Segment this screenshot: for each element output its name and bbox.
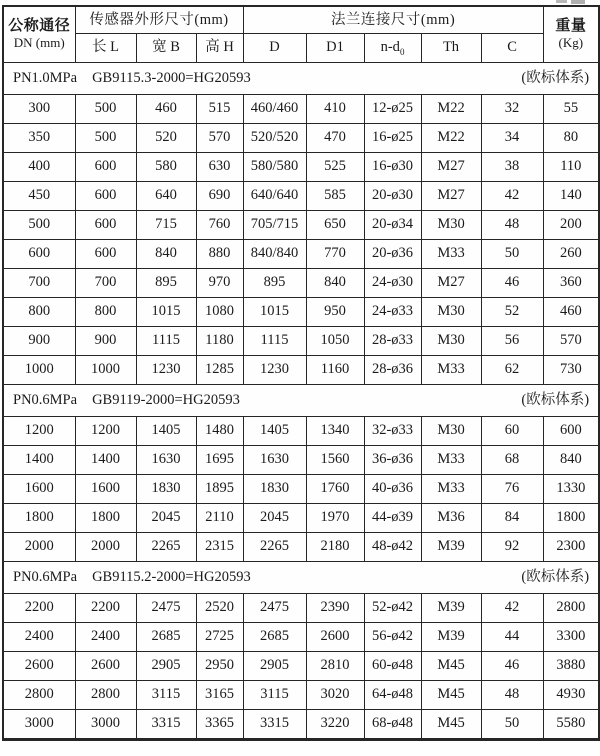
- cell-weight: 600: [543, 416, 599, 445]
- cell-n-d0: 56-ø42: [364, 622, 421, 651]
- cell-length-l: 2400: [75, 622, 136, 651]
- cell-d1: 2390: [306, 593, 364, 622]
- cell-d: 840/840: [243, 239, 306, 268]
- section-row: [3, 62, 599, 94]
- cell-weight: 110: [543, 152, 599, 181]
- cell-dn: 800: [3, 297, 75, 326]
- cell-weight: 4930: [543, 680, 599, 709]
- cell-weight: 3300: [543, 622, 599, 651]
- cell-d1: 1340: [306, 416, 364, 445]
- spec-row: [3, 593, 599, 622]
- cell-c: 32: [481, 94, 543, 123]
- cell-weight: 360: [543, 268, 599, 297]
- cell-c: 46: [481, 268, 543, 297]
- spec-row: [3, 239, 599, 268]
- cell-height-h: 515: [196, 94, 243, 123]
- table-body: [3, 62, 599, 739]
- cell-height-h: 1080: [196, 297, 243, 326]
- cell-d1: 3220: [306, 709, 364, 739]
- spec-row: [3, 181, 599, 210]
- spec-row: [3, 123, 599, 152]
- cell-d: 1230: [243, 355, 306, 384]
- header-height-h: 高 H: [196, 33, 243, 62]
- section-note: (欧标体系): [521, 69, 590, 86]
- cell-length-l: 600: [75, 210, 136, 239]
- cell-dn: 3000: [3, 709, 75, 739]
- cell-weight: 140: [543, 181, 599, 210]
- cell-weight: 55: [543, 94, 599, 123]
- cell-c: 60: [481, 416, 543, 445]
- spec-row: [3, 651, 599, 680]
- cell-d1: 1160: [306, 355, 364, 384]
- cell-n-d0: 40-ø36: [364, 474, 421, 503]
- section-pressure-rating: PN0.6MPa: [13, 568, 78, 585]
- cell-th: M36: [421, 503, 481, 532]
- cell-dn: 2000: [3, 532, 75, 561]
- spec-row: [3, 152, 599, 181]
- cell-weight: 80: [543, 123, 599, 152]
- cell-c: 84: [481, 503, 543, 532]
- cell-th: M30: [421, 416, 481, 445]
- cell-n-d0: 36-ø36: [364, 445, 421, 474]
- cell-c: 50: [481, 709, 543, 739]
- nominal-diameter-unit: DN (mm): [13, 35, 65, 51]
- cell-width-b: 2265: [136, 532, 196, 561]
- cell-d1: 1970: [306, 503, 364, 532]
- header-d1: D1: [306, 33, 364, 62]
- cell-height-h: 3365: [196, 709, 243, 739]
- cell-d1: 950: [306, 297, 364, 326]
- cell-length-l: 1000: [75, 355, 136, 384]
- section-standard: GB9119-2000=HG20593: [92, 391, 240, 408]
- cell-dn: 2400: [3, 622, 75, 651]
- cell-dn: 1200: [3, 416, 75, 445]
- cell-d: 1630: [243, 445, 306, 474]
- cell-n-d0: 52-ø42: [364, 593, 421, 622]
- cell-n-d0: 20-ø30: [364, 181, 421, 210]
- cell-dn: 400: [3, 152, 75, 181]
- cell-d1: 2810: [306, 651, 364, 680]
- spec-row: [3, 297, 599, 326]
- cell-height-h: 630: [196, 152, 243, 181]
- spec-row: [3, 503, 599, 532]
- section-pressure-rating: PN1.0MPa: [13, 69, 78, 86]
- cell-weight: 3880: [543, 651, 599, 680]
- table-header: [3, 6, 599, 62]
- spec-row: [3, 474, 599, 503]
- cell-weight: 1330: [543, 474, 599, 503]
- cell-d1: 2180: [306, 532, 364, 561]
- cell-width-b: 3315: [136, 709, 196, 739]
- spec-row: [3, 709, 599, 739]
- cell-d: 2475: [243, 593, 306, 622]
- cell-d1: 840: [306, 268, 364, 297]
- section-line: [4, 569, 598, 585]
- cell-dn: 2600: [3, 651, 75, 680]
- cell-d1: 1760: [306, 474, 364, 503]
- cell-d: 460/460: [243, 94, 306, 123]
- section-line: [4, 392, 598, 408]
- cell-c: 42: [481, 181, 543, 210]
- cell-dn: 600: [3, 239, 75, 268]
- cell-height-h: 1180: [196, 326, 243, 355]
- cell-d1: 3020: [306, 680, 364, 709]
- cell-th: M39: [421, 532, 481, 561]
- cell-n-d0: 28-ø36: [364, 355, 421, 384]
- spec-row: [3, 680, 599, 709]
- cell-height-h: 2315: [196, 532, 243, 561]
- header-d: D: [243, 33, 306, 62]
- cell-dn: 1000: [3, 355, 75, 384]
- cell-d1: 2600: [306, 622, 364, 651]
- cell-weight: 840: [543, 445, 599, 474]
- cell-th: M33: [421, 355, 481, 384]
- cell-c: 56: [481, 326, 543, 355]
- cell-length-l: 800: [75, 297, 136, 326]
- cell-height-h: 3165: [196, 680, 243, 709]
- cell-height-h: 690: [196, 181, 243, 210]
- cell-c: 48: [481, 680, 543, 709]
- cell-c: 62: [481, 355, 543, 384]
- cell-width-b: 2045: [136, 503, 196, 532]
- cell-d: 640/640: [243, 181, 306, 210]
- cell-th: M33: [421, 474, 481, 503]
- cell-n-d0: 44-ø39: [364, 503, 421, 532]
- section-cell: [3, 561, 599, 593]
- section-cell: [3, 384, 599, 416]
- cell-height-h: 2950: [196, 651, 243, 680]
- cell-c: 76: [481, 474, 543, 503]
- cell-th: M30: [421, 297, 481, 326]
- cell-weight: 570: [543, 326, 599, 355]
- cell-width-b: 1630: [136, 445, 196, 474]
- spec-row: [3, 210, 599, 239]
- cell-dn: 2800: [3, 680, 75, 709]
- cell-c: 34: [481, 123, 543, 152]
- cell-d: 705/715: [243, 210, 306, 239]
- cell-th: M33: [421, 445, 481, 474]
- cell-d: 2905: [243, 651, 306, 680]
- cell-n-d0: 24-ø30: [364, 268, 421, 297]
- cell-length-l: 600: [75, 152, 136, 181]
- cell-th: M30: [421, 210, 481, 239]
- section-row: [3, 561, 599, 593]
- cell-d: 580/580: [243, 152, 306, 181]
- spec-row: [3, 326, 599, 355]
- cell-d: 3315: [243, 709, 306, 739]
- section-row: [3, 384, 599, 416]
- cell-width-b: 2685: [136, 622, 196, 651]
- cell-n-d0: 16-ø30: [364, 152, 421, 181]
- cell-d1: 650: [306, 210, 364, 239]
- cell-d: 520/520: [243, 123, 306, 152]
- cell-c: 50: [481, 239, 543, 268]
- header-th: Th: [421, 33, 481, 62]
- cell-length-l: 2200: [75, 593, 136, 622]
- cell-length-l: 2800: [75, 680, 136, 709]
- cell-th: M45: [421, 651, 481, 680]
- cell-th: M27: [421, 268, 481, 297]
- cell-weight: 460: [543, 297, 599, 326]
- cell-height-h: 1285: [196, 355, 243, 384]
- section-standard: GB9115.2-2000=HG20593: [92, 568, 251, 585]
- cell-n-d0: 32-ø33: [364, 416, 421, 445]
- cell-width-b: 3115: [136, 680, 196, 709]
- cell-width-b: 580: [136, 152, 196, 181]
- header-sensor-dimensions-group: 传感器外形尺寸(mm): [75, 6, 243, 33]
- header-width-b: 宽 B: [136, 33, 196, 62]
- cell-d: 1830: [243, 474, 306, 503]
- spec-row: [3, 445, 599, 474]
- cell-height-h: 1695: [196, 445, 243, 474]
- cell-n-d0: 20-ø36: [364, 239, 421, 268]
- cell-length-l: 1200: [75, 416, 136, 445]
- cell-height-h: 880: [196, 239, 243, 268]
- cell-n-d0: 28-ø33: [364, 326, 421, 355]
- cell-height-h: 970: [196, 268, 243, 297]
- cell-width-b: 895: [136, 268, 196, 297]
- cell-c: 68: [481, 445, 543, 474]
- n-d0-label: n-d: [380, 39, 400, 56]
- cell-th: M45: [421, 680, 481, 709]
- cell-n-d0: 12-ø25: [364, 94, 421, 123]
- section-pressure-rating: PN0.6MPa: [13, 391, 78, 408]
- cell-n-d0: 64-ø48: [364, 680, 421, 709]
- cell-height-h: 2725: [196, 622, 243, 651]
- cell-c: 48: [481, 210, 543, 239]
- cell-dn: 900: [3, 326, 75, 355]
- cell-n-d0: 48-ø42: [364, 532, 421, 561]
- cell-height-h: 2520: [196, 593, 243, 622]
- cell-n-d0: 68-ø48: [364, 709, 421, 739]
- cell-dn: 500: [3, 210, 75, 239]
- cell-c: 44: [481, 622, 543, 651]
- cell-weight: 5580: [543, 709, 599, 739]
- header-flange-connection-group: 法兰连接尺寸(mm): [243, 6, 543, 33]
- cell-width-b: 1015: [136, 297, 196, 326]
- cell-d: 1405: [243, 416, 306, 445]
- cell-dn: 700: [3, 268, 75, 297]
- cell-length-l: 500: [75, 123, 136, 152]
- cell-th: M22: [421, 94, 481, 123]
- cell-th: M27: [421, 181, 481, 210]
- header-weight: [543, 6, 599, 62]
- cell-d1: 585: [306, 181, 364, 210]
- cell-d1: 1050: [306, 326, 364, 355]
- n-d0-subscript: 0: [399, 47, 405, 58]
- cell-length-l: 600: [75, 239, 136, 268]
- cell-n-d0: 16-ø25: [364, 123, 421, 152]
- cell-d: 2265: [243, 532, 306, 561]
- cropped-text-artifact: [556, 0, 586, 4]
- cell-d1: 1560: [306, 445, 364, 474]
- dimension-spec-table: [2, 5, 600, 741]
- cell-height-h: 2110: [196, 503, 243, 532]
- cell-weight: 1800: [543, 503, 599, 532]
- cell-height-h: 1895: [196, 474, 243, 503]
- section-line: [4, 70, 598, 86]
- nominal-diameter-title: 公称通径: [8, 17, 71, 34]
- section-cell: [3, 62, 599, 94]
- cell-width-b: 640: [136, 181, 196, 210]
- cell-n-d0: 20-ø34: [364, 210, 421, 239]
- spec-row: [3, 532, 599, 561]
- weight-title: 重量: [555, 17, 587, 34]
- cell-weight: 200: [543, 210, 599, 239]
- cell-dn: 2200: [3, 593, 75, 622]
- cell-d: 1015: [243, 297, 306, 326]
- cell-d: 895: [243, 268, 306, 297]
- section-standard: GB9115.3-2000=HG20593: [92, 69, 251, 86]
- cell-length-l: 500: [75, 94, 136, 123]
- cell-length-l: 3000: [75, 709, 136, 739]
- cell-th: M22: [421, 123, 481, 152]
- cell-c: 42: [481, 593, 543, 622]
- cell-length-l: 900: [75, 326, 136, 355]
- cell-n-d0: 60-ø48: [364, 651, 421, 680]
- cell-length-l: 1400: [75, 445, 136, 474]
- cell-c: 52: [481, 297, 543, 326]
- cell-dn: 300: [3, 94, 75, 123]
- cell-weight: 730: [543, 355, 599, 384]
- spec-row: [3, 355, 599, 384]
- cell-length-l: 700: [75, 268, 136, 297]
- header-nominal-diameter: [3, 6, 75, 62]
- cell-height-h: 760: [196, 210, 243, 239]
- section-note: (欧标体系): [521, 391, 590, 408]
- cell-d: 3115: [243, 680, 306, 709]
- cell-d: 2045: [243, 503, 306, 532]
- cell-dn: 350: [3, 123, 75, 152]
- spec-row: [3, 268, 599, 297]
- cell-th: M30: [421, 326, 481, 355]
- cell-dn: 1800: [3, 503, 75, 532]
- cell-width-b: 715: [136, 210, 196, 239]
- cell-height-h: 570: [196, 123, 243, 152]
- spec-row: [3, 416, 599, 445]
- cell-weight: 260: [543, 239, 599, 268]
- cell-weight: 2800: [543, 593, 599, 622]
- cell-length-l: 1600: [75, 474, 136, 503]
- cell-width-b: 1405: [136, 416, 196, 445]
- cell-n-d0: 24-ø33: [364, 297, 421, 326]
- cell-th: M39: [421, 622, 481, 651]
- cell-th: M45: [421, 709, 481, 739]
- cell-d1: 770: [306, 239, 364, 268]
- weight-unit: (Kg): [558, 35, 584, 51]
- cell-height-h: 1480: [196, 416, 243, 445]
- cell-d1: 470: [306, 123, 364, 152]
- cell-d: 1115: [243, 326, 306, 355]
- cell-width-b: 1230: [136, 355, 196, 384]
- cell-d: 2685: [243, 622, 306, 651]
- cell-dn: 1400: [3, 445, 75, 474]
- section-note: (欧标体系): [521, 568, 590, 585]
- spec-row: [3, 622, 599, 651]
- cell-c: 38: [481, 152, 543, 181]
- cell-length-l: 600: [75, 181, 136, 210]
- header-c: C: [481, 33, 543, 62]
- header-n-d0: [364, 33, 421, 62]
- cell-width-b: 840: [136, 239, 196, 268]
- cell-d1: 525: [306, 152, 364, 181]
- cell-width-b: 2475: [136, 593, 196, 622]
- header-length-l: 长 L: [75, 33, 136, 62]
- cell-width-b: 520: [136, 123, 196, 152]
- cell-dn: 450: [3, 181, 75, 210]
- cell-weight: 2300: [543, 532, 599, 561]
- spec-row: [3, 94, 599, 123]
- cell-length-l: 2600: [75, 651, 136, 680]
- cell-dn: 1600: [3, 474, 75, 503]
- cell-width-b: 1115: [136, 326, 196, 355]
- cell-length-l: 1800: [75, 503, 136, 532]
- cell-width-b: 2905: [136, 651, 196, 680]
- cell-c: 46: [481, 651, 543, 680]
- cell-width-b: 460: [136, 94, 196, 123]
- cell-width-b: 1830: [136, 474, 196, 503]
- cell-th: M33: [421, 239, 481, 268]
- cell-d1: 410: [306, 94, 364, 123]
- cell-th: M27: [421, 152, 481, 181]
- cell-c: 92: [481, 532, 543, 561]
- cell-length-l: 2000: [75, 532, 136, 561]
- cell-th: M39: [421, 593, 481, 622]
